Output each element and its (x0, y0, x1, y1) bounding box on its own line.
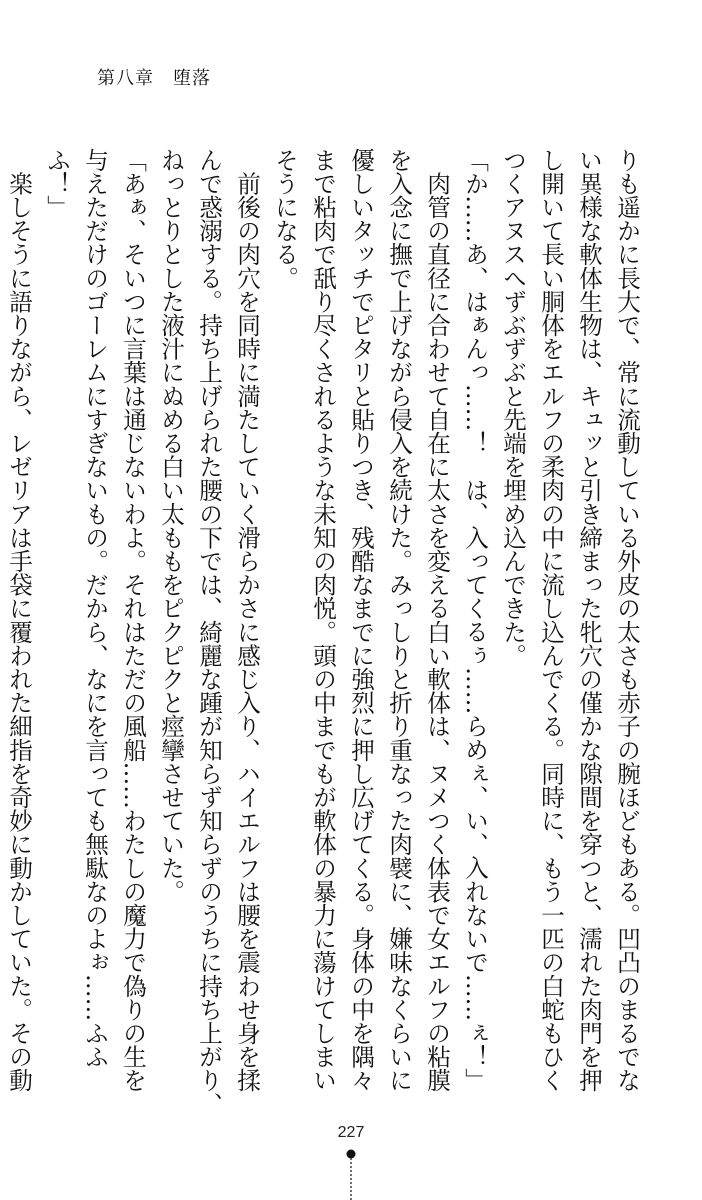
running-head: 第八章 堕落 (97, 68, 211, 89)
text-line: んで惑溺する。持ち上げられた腰の下では、綺麗な踵が知らず知らずのうちに持ち上がり、 (195, 148, 223, 1116)
body-text (5, 148, 646, 1116)
page-number: 227 (337, 1124, 365, 1141)
text-line: 「か……あ、はぁんっ……！ は、入ってくるぅ……らめぇ、い、入れないで……ぇ！」 (461, 148, 489, 1092)
text-line: 前後の肉穴を同時に満たしていく滑らかさに感じ入り、ハイエルフは腰を震わせ身を揉 (233, 148, 261, 1092)
page-marker-icon (346, 1148, 356, 1200)
text-line: そうになる。 (271, 148, 299, 290)
text-line: ふ！」 (43, 148, 71, 219)
text-line: 「あぁ、そいつに言葉は通じないわよ。それはただの風船……わたしの魔力で偽りの生を (119, 148, 147, 1092)
text-line: りも遥かに長大で、常に流動している外皮の太さも赤子の腕ほどもある。凹凸のまるでな (613, 148, 641, 1092)
text-line: 肉管の直径に合わせて自在に太さを変える白い軟体は、ヌメつく体表で女エルフの粘膜 (423, 148, 451, 1092)
text-line: つくアヌスへずぶずぶと先端を埋め込んできた。 (499, 148, 527, 668)
text-line: 優しいタッチでピタリと貼りつき、残酷なまでに強烈に押し広げてくる。身体の中を隅々 (347, 148, 375, 1092)
text-line: まで粘肉で舐り尽くされるような未知の肉悦。頭の中までもが軟体の暴力に蕩けてしまい (309, 148, 337, 1092)
text-line: ねっとりとした液汁にぬめる白い太ももをピクピクと痙攣させていた。 (157, 148, 185, 904)
text-line: い異様な軟体生物は、キュッと引き締まった牝穴の僅かな隙間を穿つと、濡れた肉門を押 (575, 148, 603, 1092)
text-line: を入念に撫で上げながら侵入を続けた。みっしりと折り重なった肉襞に、嫌味なくらいに (385, 148, 413, 1092)
text-line: 楽しそうに語りながら、レゼリアは手袋に覆われた細指を奇妙に動かしていた。その動 (5, 148, 33, 1092)
text-line: し開いて長い胴体をエルフの柔肉の中に流し込んでくる。同時に、もう一匹の白蛇もひく (537, 148, 565, 1092)
text-line: 与えただけのゴーレムにすぎないもの。だから、なにを言っても無駄なのよぉ……ふふ (81, 148, 109, 1069)
